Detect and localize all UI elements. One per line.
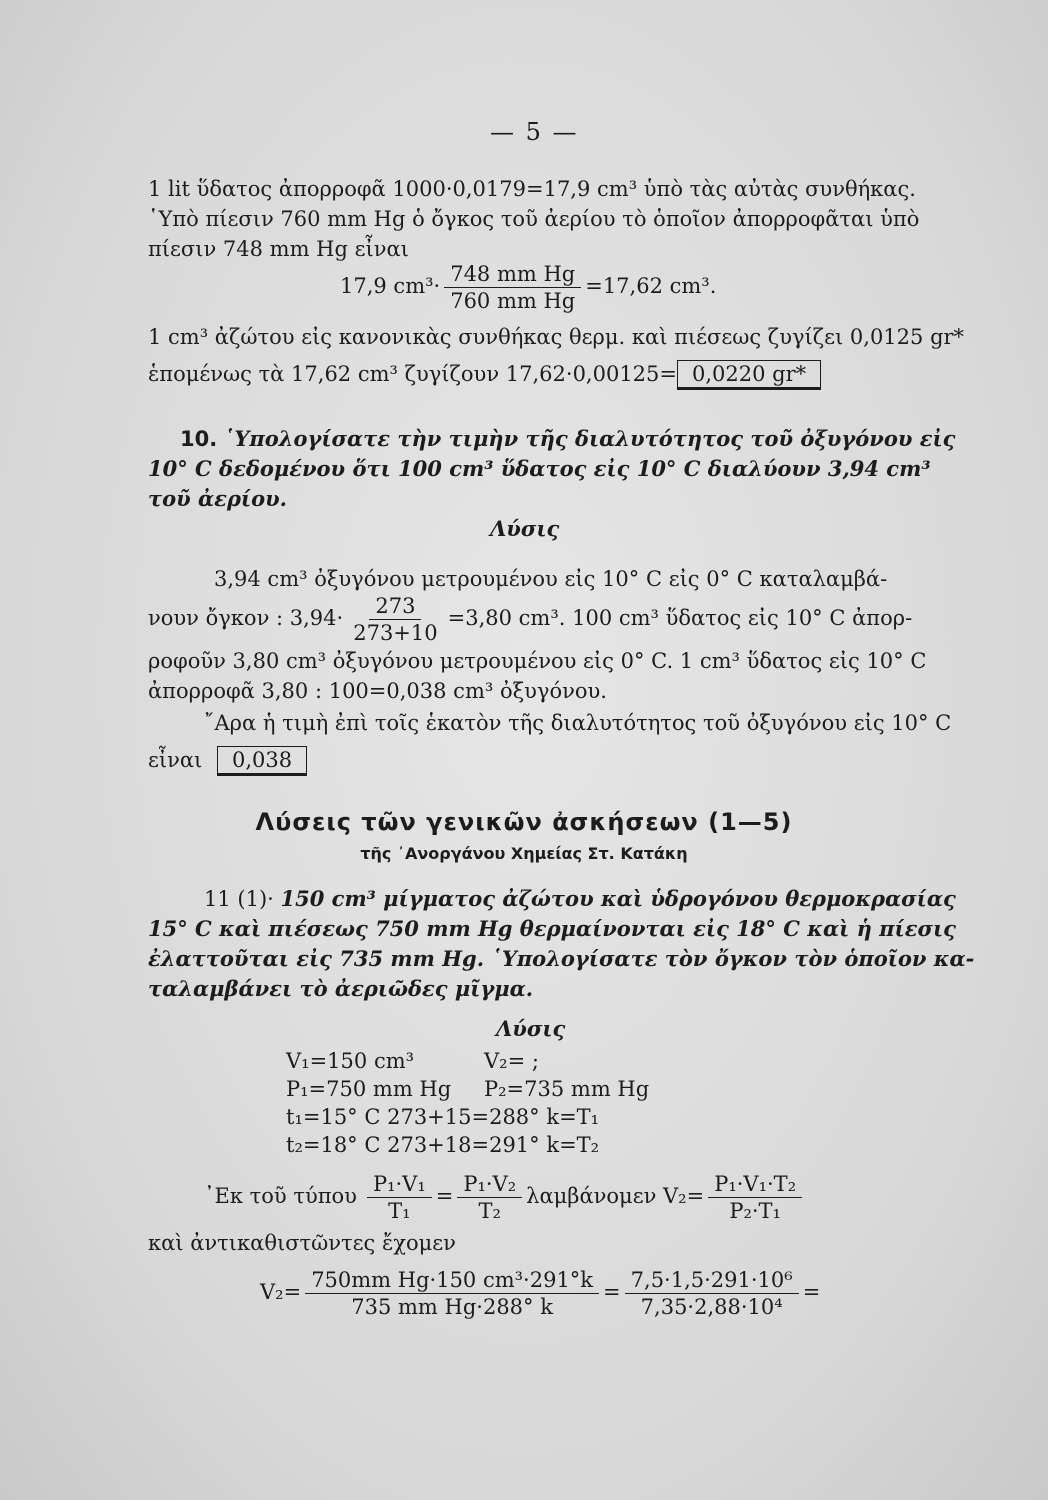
- given-t1: t₁=15° C 273+15=288° k=T₁: [286, 1105, 600, 1129]
- denominator: 735 mm Hg·288° k: [351, 1295, 553, 1319]
- problem-text: ἐλαττοῦται εἰς 735 mm Hg. ῾Υπολογίσατε τὸν ὄγκον τὸν ὁποῖον κα-: [148, 946, 975, 971]
- denominator: 7,35·2,88·10⁴: [640, 1295, 783, 1319]
- numerator: 748 mm Hg: [444, 262, 581, 288]
- problem-text: 15° C καὶ πιέσεως 750 mm Hg θερμαίνονται εἰς 18° C καὶ ἡ πίεσις: [148, 916, 956, 941]
- fraction: [444, 262, 581, 313]
- denominator: T₂: [478, 1199, 501, 1223]
- text-line: 3,94 cm³ ὀξυγόνου μετρουμένου εἰς 10° C εἰς 0° C καταλαμβά-: [214, 567, 888, 591]
- given-v2: V₂= ;: [484, 1049, 539, 1073]
- text-line: ροφοῦν 3,80 cm³ ὀξυγόνου μετρουμένου εἰς 0° C. 1 cm³ ὕδατος εἰς 10° C: [148, 649, 927, 673]
- text-line: 1 cm³ ἀζώτου εἰς κανονικὰς συνθήκας θερμ. καὶ πιέσεως ζυγίζει 0,0125 gr*: [148, 325, 965, 349]
- fraction: [457, 1172, 522, 1223]
- equation-volume: [148, 594, 912, 645]
- text-line: καὶ ἀντικαθιστῶντες ἔχομεν: [148, 1231, 456, 1255]
- numerator: P₁·V₁·T₂: [708, 1172, 802, 1198]
- volume-calculation: [260, 1268, 820, 1319]
- problem-text: τοῦ ἀερίου.: [148, 486, 287, 511]
- denominator: 760 mm Hg: [450, 289, 576, 313]
- formula-line: [204, 1172, 806, 1223]
- section-subtitle: τῆς ᾽Ανοργάνου Χημείας Στ. Κατάκη: [360, 844, 688, 863]
- text-line-with-answer: [148, 746, 307, 776]
- numerator: 273: [369, 594, 421, 620]
- text-span: λαμβάνομεν V₂=: [526, 1184, 705, 1208]
- fraction: [625, 1268, 799, 1319]
- fraction: [305, 1268, 599, 1319]
- boxed-answer: 0,0220 gr*: [677, 360, 821, 390]
- text-span: νουν ὄγκον : 3,94·: [148, 606, 344, 630]
- text-span: ᾽Εκ τοῦ τύπου: [204, 1184, 357, 1208]
- problem-10-statement: [180, 426, 955, 452]
- numerator: P₁·V₁: [367, 1172, 432, 1198]
- solution-title: Λύσις: [496, 1016, 566, 1041]
- equals: =: [435, 1184, 454, 1208]
- text-line: ἀπορροφᾶ 3,80 : 100=0,038 cm³ ὀξυγόνου.: [148, 679, 607, 703]
- text-span: =3,80 cm³. 100 cm³ ὕδατος εἰς 10° C ἀπορ-: [447, 606, 913, 630]
- text-span: V₂=: [260, 1280, 302, 1304]
- numerator: 7,5·1,5·291·10⁶: [625, 1268, 799, 1294]
- given-v1: V₁=150 cm³: [286, 1049, 415, 1073]
- given-p2: P₂=735 mm Hg: [484, 1077, 650, 1101]
- problem-11-statement: [204, 886, 956, 912]
- fraction: [367, 1172, 432, 1223]
- boxed-answer: 0,038: [217, 746, 307, 776]
- problem-text: ταλαμβάνει τὸ ἀεριῶδες μῖγμα.: [148, 976, 534, 1001]
- given-t2: t₂=18° C 273+18=291° k=T₂: [286, 1133, 600, 1157]
- problem-number: 11 (1)·: [204, 887, 274, 911]
- solution-title: Λύσις: [490, 516, 560, 541]
- denominator: P₂·T₁: [729, 1199, 781, 1223]
- page-number: — 5 —: [490, 118, 579, 146]
- fraction: [708, 1172, 802, 1223]
- text-line: ῎Αρα ἡ τιμὴ ἐπὶ τοῖς ἑκατὸν τῆς διαλυτότητος τοῦ ὀξυγόνου εἰς 10° C: [204, 711, 952, 735]
- text-line: ῾Υπὸ πίεσιν 760 mm Hg ὁ ὄγκος τοῦ ἀερίου τὸ ὁποῖον ἀπορροφᾶται ὑπὸ: [148, 207, 920, 231]
- denominator: T₁: [388, 1199, 411, 1223]
- problem-number: 10.: [180, 427, 218, 451]
- fraction: [347, 594, 443, 645]
- text-line-with-answer: [148, 360, 821, 390]
- problem-text: 150 cm³ μίγματος ἀζώτου καὶ ὑδρογόνου θερμοκρασίας: [280, 886, 956, 911]
- equation-left: 17,9 cm³·: [340, 274, 441, 298]
- equation-weight-volume: [340, 262, 716, 313]
- text-span: ἑπομένως τὰ 17,62 cm³ ζυγίζουν 17,62·0,00125=: [148, 362, 677, 386]
- given-p1: P₁=750 mm Hg: [286, 1077, 452, 1101]
- denominator: 273+10: [353, 621, 438, 645]
- equation-right: =17,62 cm³.: [585, 274, 717, 298]
- problem-text: 10° C δεδομένου ὅτι 100 cm³ ὕδατος εἰς 10° C διαλύουν 3,94 cm³: [148, 456, 931, 481]
- section-title: Λύσεις τῶν γενικῶν ἀσκήσεων (1—5): [255, 808, 793, 836]
- numerator: P₁·V₂: [457, 1172, 522, 1198]
- equals: =: [802, 1280, 821, 1304]
- text-line: 1 lit ὕδατος ἀπορροφᾶ 1000·0,0179=17,9 cm³ ὑπὸ τὰς αὐτὰς συνθήκας.: [148, 177, 916, 201]
- numerator: 750mm Hg·150 cm³·291°k: [305, 1268, 599, 1294]
- text-span: εἶναι: [148, 748, 203, 772]
- text-line: πίεσιν 748 mm Hg εἶναι: [148, 237, 409, 261]
- problem-text: ῾Υπολογίσατε τὴν τιμὴν τῆς διαλυτότητος τοῦ ὀξυγόνου εἰς: [223, 426, 956, 451]
- equals: =: [603, 1280, 621, 1304]
